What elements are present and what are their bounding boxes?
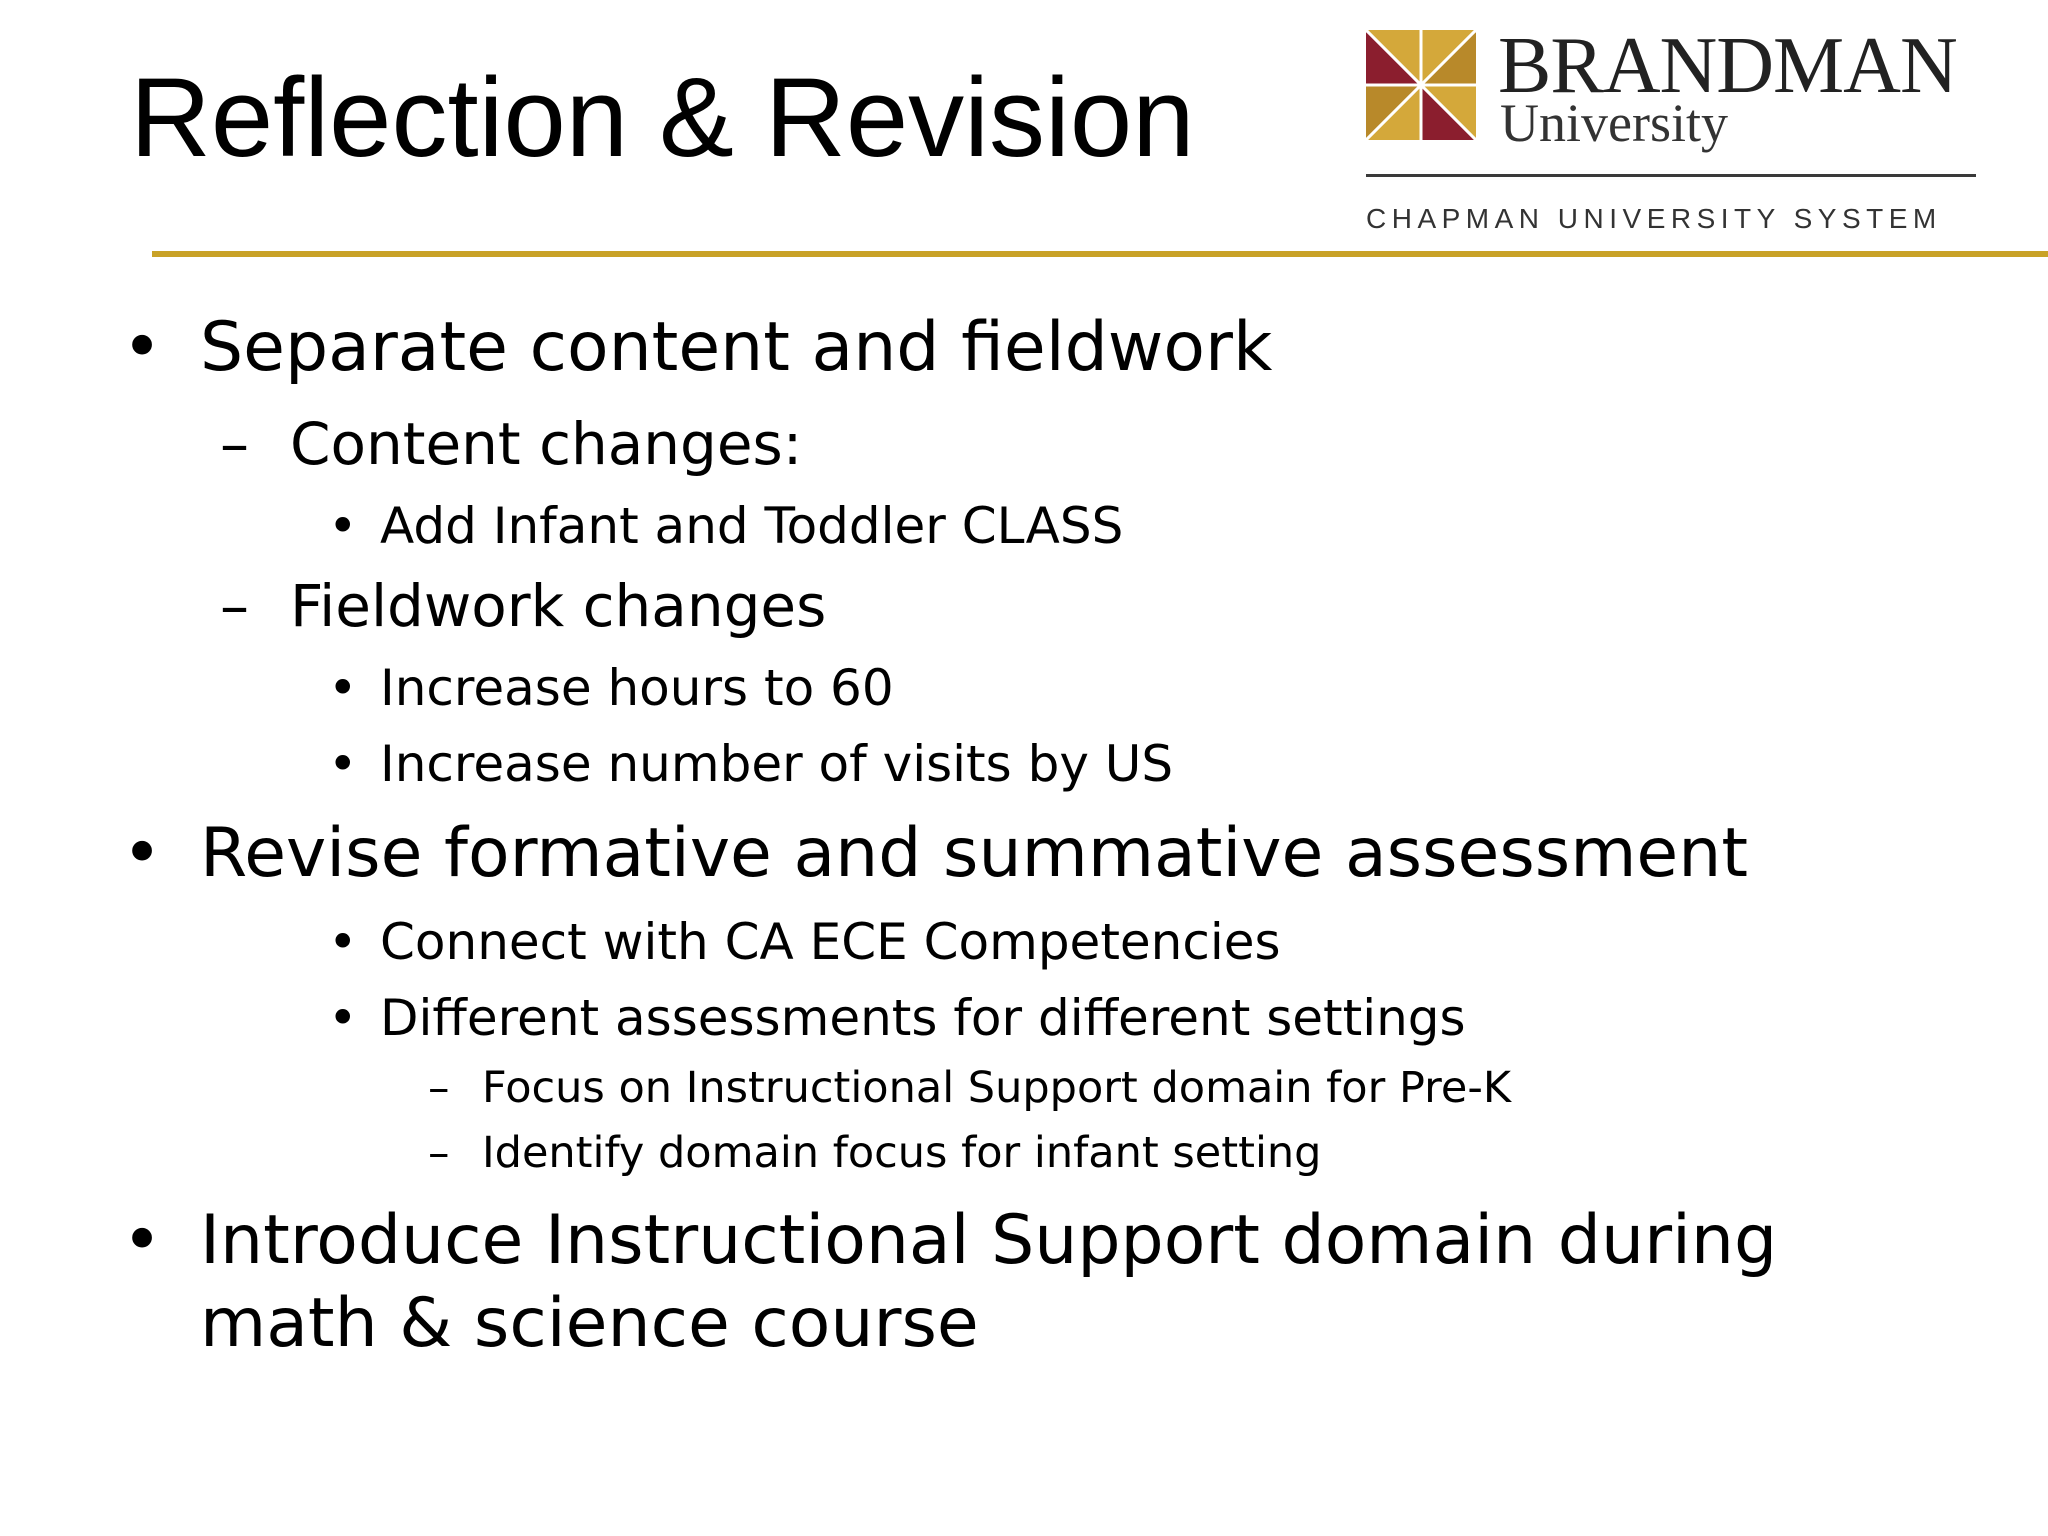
item-different-assessments xyxy=(328,989,1466,1047)
subitem-focus-pre-k xyxy=(428,1063,1512,1113)
item-text: Connect with CA ECE Competencies xyxy=(380,913,1281,971)
item-text: Add Infant and Toddler CLASS xyxy=(380,497,1124,555)
bullet-separate-content xyxy=(122,308,1273,387)
bullet-marker: • xyxy=(122,1201,163,1280)
bullet-marker: • xyxy=(328,913,358,971)
item-increase-visits xyxy=(328,735,1174,793)
bullet-introduce-instructional-support xyxy=(122,1200,1900,1366)
dash-marker: – xyxy=(428,1063,450,1113)
bullet-revise-assessment xyxy=(122,814,1749,893)
subitem-text: Identify domain focus for infant setting xyxy=(482,1128,1322,1178)
subbullet-fieldwork-changes xyxy=(220,572,827,640)
item-text: Increase hours to 60 xyxy=(380,659,894,717)
slide-title: Reflection & Revision xyxy=(130,55,1195,180)
dash-marker: – xyxy=(220,572,249,640)
bullet-marker: • xyxy=(328,989,358,1047)
brandman-university-logo xyxy=(1366,22,1978,240)
subitem-text: Focus on Instructional Support domain for Pre-K xyxy=(482,1063,1512,1113)
logo-system-name: CHAPMAN UNIVERSITY SYSTEM xyxy=(1366,203,1942,234)
item-connect-competencies xyxy=(328,913,1281,971)
dash-marker: – xyxy=(220,410,249,478)
bullet-text: Revise formative and summative assessment xyxy=(200,814,1749,893)
bullet-marker: • xyxy=(328,735,358,793)
bullet-text: Introduce Instructional Support domain during math & science course xyxy=(200,1201,1778,1363)
bullet-text: Separate content and fieldwork xyxy=(200,308,1273,387)
logo-emblem-icon xyxy=(1366,30,1476,140)
subbullet-text: Fieldwork changes xyxy=(290,572,827,640)
item-text: Increase number of visits by US xyxy=(380,735,1174,793)
bullet-marker: • xyxy=(328,659,358,717)
bullet-marker: • xyxy=(122,308,163,387)
item-increase-hours xyxy=(328,659,894,717)
bullet-marker: • xyxy=(328,497,358,555)
logo-university: University xyxy=(1500,93,1728,153)
logo-brand-name: BRANDMAN xyxy=(1498,22,1957,110)
subbullet-text: Content changes: xyxy=(290,410,803,478)
subitem-infant-setting xyxy=(428,1128,1322,1178)
subbullet-content-changes xyxy=(220,410,803,478)
dash-marker: – xyxy=(428,1128,450,1178)
logo-divider xyxy=(1366,174,1976,177)
item-add-infant-toddler-class xyxy=(328,497,1124,555)
title-divider xyxy=(152,251,2048,257)
bullet-marker: • xyxy=(122,814,163,893)
item-text: Different assessments for different settings xyxy=(380,989,1466,1047)
